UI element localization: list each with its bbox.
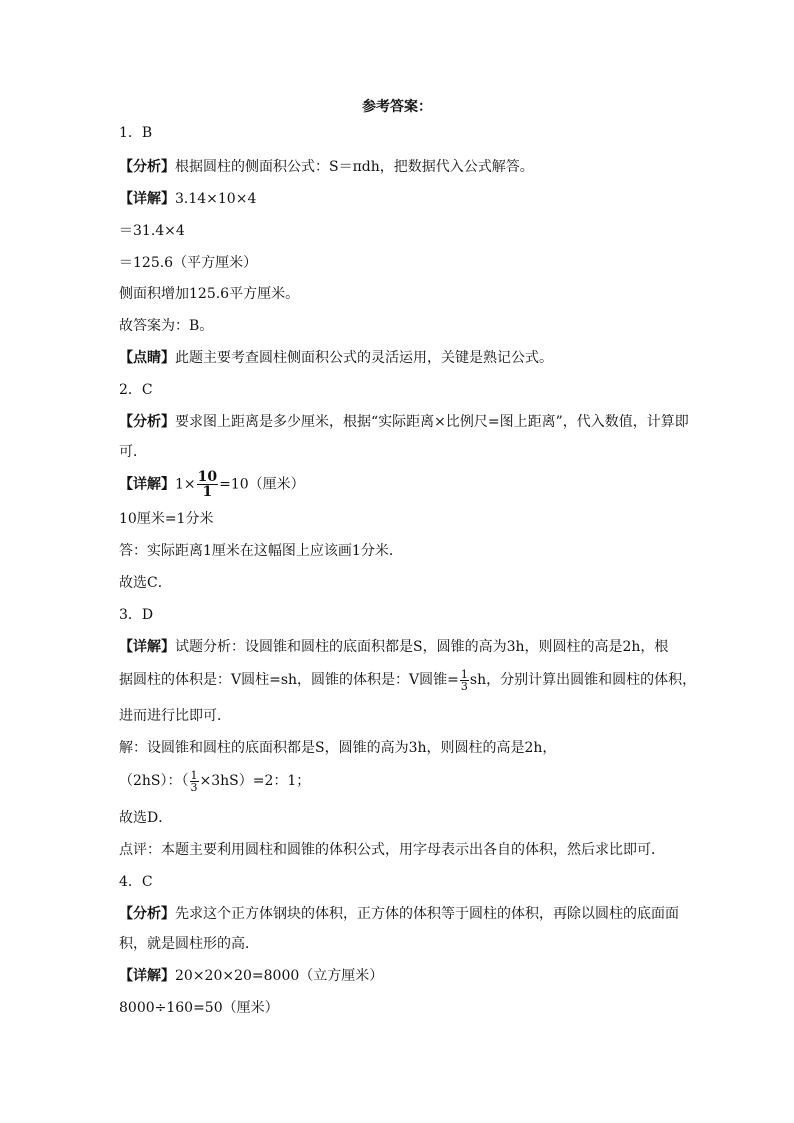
q2-calc-prefix: 1× xyxy=(175,476,196,493)
q4-analysis-text: 先求这个正方体钢块的体积，正方体的体积等于圆柱的体积，再除以圆柱的底面面 xyxy=(175,906,679,922)
fraction-denominator: 1 xyxy=(202,484,213,500)
q2-fraction xyxy=(197,470,218,499)
q1-comment-text: 此题主要考查圆柱侧面积公式的灵活运用，关键是熟记公式。 xyxy=(175,350,553,366)
q1-step3: ＝125.6（平方厘米） xyxy=(119,255,258,271)
q4-analysis xyxy=(119,904,679,924)
q1-comment xyxy=(119,348,679,368)
q1-analysis-text: 根据圆柱的侧面积公式：S＝πdh，把数据代入公式解答。 xyxy=(175,159,534,175)
q2-convert: 10厘米=1分米 xyxy=(119,511,214,527)
q3-line2-start: 据圆柱的体积是：V圆柱=sh，圆锥的体积是：V圆锥= xyxy=(119,672,459,688)
page-title: 参考答案： xyxy=(362,99,432,115)
q3-ratio xyxy=(119,768,679,794)
q1-detail xyxy=(119,189,679,209)
q3-ratio-fraction xyxy=(190,770,199,793)
q4-analysis-cont: 积，就是圆柱形的高． xyxy=(119,936,259,952)
q4-number: 4．C xyxy=(119,874,153,890)
detail-tag: 【详解】 xyxy=(119,639,175,655)
q3-line2-end: sh，分别计算出圆锥和圆柱的体积， xyxy=(469,672,697,688)
analysis-tag: 【分析】 xyxy=(119,414,175,430)
detail-tag: 【详解】 xyxy=(119,476,175,493)
fraction-denominator: 3 xyxy=(190,780,198,794)
q2-analysis-text: 要求图上距离是多少厘米，根据“实际距离×比例尺=图上距离”，代入数值，计算即 xyxy=(175,414,689,430)
analysis-tag: 【分析】 xyxy=(119,159,175,175)
q3-detail xyxy=(119,637,679,657)
q3-line1: 试题分析：设圆锥和圆柱的底面积都是S，圆锥的高为3h，则圆柱的高是2h，根 xyxy=(175,639,669,655)
q3-solution: 解：设圆锥和圆柱的底面积都是S，圆锥的高为3h，则圆柱的高是2h， xyxy=(119,740,557,756)
q3-ratio-start: （2hS）：（ xyxy=(119,773,189,789)
q2-answer: 故选C． xyxy=(119,575,172,591)
analysis-tag: 【分析】 xyxy=(119,906,175,922)
comment-tag: 【点睛】 xyxy=(119,350,175,366)
fraction-denominator: 3 xyxy=(460,679,468,693)
q3-answer: 故选D． xyxy=(119,810,173,826)
q2-detail xyxy=(119,470,679,499)
detail-tag: 【详解】 xyxy=(119,968,175,984)
q3-line2 xyxy=(119,667,697,693)
q1-answer: 故答案为：B。 xyxy=(119,318,214,334)
q2-analysis-cont: 可． xyxy=(119,444,147,460)
q2-calc-suffix: =10（厘米） xyxy=(219,476,305,493)
q3-number: 3．D xyxy=(119,607,154,623)
q4-detail xyxy=(119,966,679,986)
q1-number: 1．B xyxy=(119,125,153,141)
q1-result: 侧面积增加125.6平方厘米。 xyxy=(119,286,300,302)
q3-line3: 进而进行比即可． xyxy=(119,708,231,724)
q1-analysis xyxy=(119,157,679,177)
q4-step1: 20×20×20=8000（立方厘米） xyxy=(175,968,384,984)
fraction-numerator: 1 xyxy=(460,667,468,681)
fraction-numerator: 10 xyxy=(197,469,218,485)
fraction-numerator: 1 xyxy=(190,768,198,782)
detail-tag: 【详解】 xyxy=(119,191,175,207)
q2-reply: 答：实际距离1厘米在这幅图上应该画1分米． xyxy=(119,543,403,559)
q2-number: 2．C xyxy=(119,382,153,398)
q1-step2: ＝31.4×4 xyxy=(119,223,185,239)
q3-fraction xyxy=(460,669,469,692)
q2-analysis xyxy=(119,412,689,432)
q4-step2: 8000÷160=50（厘米） xyxy=(119,1000,279,1016)
q3-comment: 点评：本题主要利用圆柱和圆锥的体积公式，用字母表示出各自的体积，然后求比即可． xyxy=(119,842,665,858)
q1-step1: 3.14×10×4 xyxy=(175,191,257,207)
q3-ratio-end: ×3hS）=2：1； xyxy=(199,773,311,789)
